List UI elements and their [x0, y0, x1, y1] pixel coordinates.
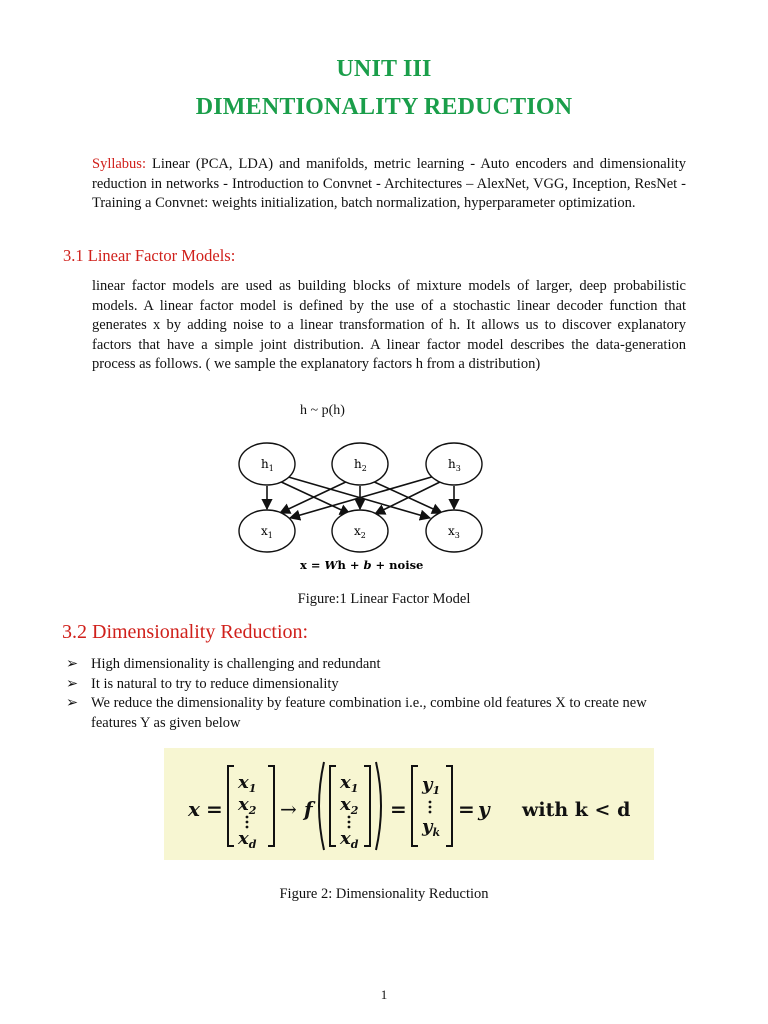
unit-title: UNIT III — [336, 56, 432, 82]
dimensionality-equation — [164, 748, 654, 860]
list-item: ➢ High dimensionality is challenging and redundant — [66, 655, 686, 675]
figure-1-caption: Figure:1 Linear Factor Model — [297, 591, 471, 607]
svg-text:y1: $y_1$ — [422, 774, 441, 797]
h-node-3 — [426, 443, 482, 485]
svg-text:x2: $x_2$ — [340, 794, 359, 817]
list-item: ➢ It is natural to try to reduce dimensionality — [66, 675, 686, 695]
arrow-bullet-icon: ➢ — [66, 675, 79, 692]
arrow-bullet-icon: ➢ — [66, 695, 79, 711]
section-heading-linear-factor-models: 3.1 Linear Factor Models: — [63, 246, 236, 265]
x-node-3 — [426, 510, 482, 552]
syllabus-paragraph — [92, 155, 686, 214]
chapter-title: DIMENTIONALITY REDUCTION — [195, 94, 573, 120]
dimensionality-reduction-figure — [164, 748, 654, 860]
svg-text:x1: $x_1$ — [340, 772, 359, 795]
svg-text:x1: $x_1$ — [238, 772, 257, 795]
x-node-2 — [332, 510, 388, 552]
svg-text:x3: $x_3$ — [448, 524, 460, 540]
svg-text:h1: $h_1$ — [261, 457, 274, 473]
page-number: 1 — [380, 987, 388, 1002]
svg-text:h2: $h_2$ — [354, 457, 367, 473]
h-node-1 — [239, 443, 295, 485]
x-node-1 — [239, 510, 295, 552]
h-node-2 — [332, 443, 388, 485]
svg-text:xd: $x_d$ — [238, 828, 257, 851]
figure-2-caption: Figure 2: Dimensionality Reduction — [279, 886, 489, 902]
svg-text:h3: $h_3$ — [448, 457, 461, 473]
svg-text:=: = — [390, 797, 407, 821]
prior-formula: h ~ p(h) — [300, 403, 345, 418]
svg-text:yk: $y_k$ — [422, 816, 441, 839]
bullet-list — [66, 655, 686, 733]
arrow-bullet-icon: ➢ — [66, 656, 79, 672]
model-equation: x = Wh + b + noise — [300, 558, 424, 572]
syllabus-label: Syllabus: — [92, 156, 146, 172]
svg-text:=: = — [206, 797, 223, 821]
svg-text:xd: $x_d$ — [340, 828, 359, 851]
svg-text:x1: $x_1$ — [261, 524, 273, 540]
svg-text:→: → — [280, 797, 297, 821]
list-item: ➢ We reduce the dimensionality by feature combination i.e., combine old features X to create new features Y as given below — [66, 695, 647, 731]
linear-factor-paragraph: linear factor models are used as building blocks of mixture models of larger, deep probabilistic models. A linear factor model is defined by the use of a stochastic linear decoder function that generates x by adding noise to a linear transformation of h. It allows us to discover explanatory factors that have a simple joint distribution. A linear factor model describes the data-generation process as follows. ( we sample the explanatory factors h from a distribution) — [92, 278, 686, 372]
svg-text:y: y — [478, 797, 490, 821]
svg-text:=: = — [458, 797, 475, 821]
svg-text:x2: $x_2$ — [238, 794, 257, 817]
section-heading-dimensionality-reduction: 3.2 Dimensionality Reduction: — [62, 621, 309, 643]
svg-text:x2: $x_2$ — [354, 524, 366, 540]
linear-factor-model-diagram — [230, 440, 510, 575]
syllabus-text: Linear (PCA, LDA) and manifolds, metric learning - Auto encoders and dimensionality reduction in networks - Introduction to Convnet - Architectures – AlexNet, VGG, Inception, ResNet - Training a Convnet: weights initialization, batch normalization, hyperparameter optimization. — [92, 156, 686, 211]
svg-text:f: f — [304, 797, 313, 821]
svg-text:with k < d: with k < d — [522, 799, 631, 821]
svg-text:x: x — [188, 797, 200, 821]
